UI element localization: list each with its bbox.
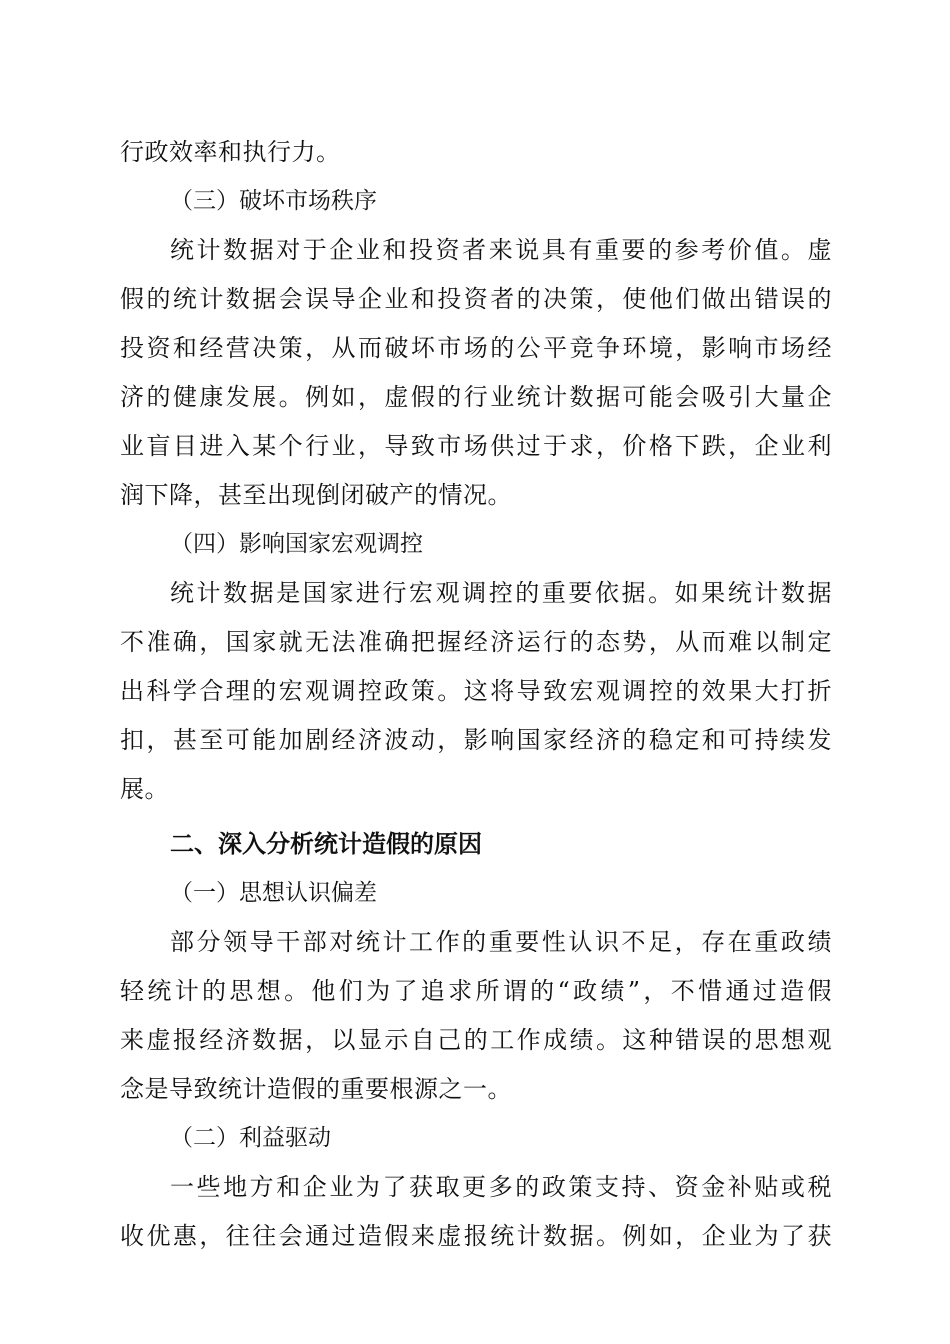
paragraph-line: 扣，甚至可能加剧经济波动，影响国家经济的稳定和可持续发	[120, 726, 832, 754]
paragraph-line: 轻统计的思想。他们为了追求所谓的“政绩”，不惜通过造假	[120, 977, 832, 1005]
paragraph-line: 统计数据对于企业和投资者来说具有重要的参考价值。虚	[170, 236, 832, 264]
document-body	[120, 128, 832, 1261]
paragraph-line: 部分领导干部对统计工作的重要性认识不足，存在重政绩	[170, 928, 832, 956]
paragraph-line: 业盲目进入某个行业，导致市场供过于求，价格下跌，企业利	[120, 432, 832, 460]
paragraph-line: 统计数据是国家进行宏观调控的重要依据。如果统计数据	[170, 579, 832, 607]
paragraph-line: 投资和经营决策，从而破坏市场的公平竞争环境，影响市场经	[120, 334, 832, 362]
paragraph-line: 展。	[120, 775, 169, 803]
subsection-heading-1: （一）思想认识偏差	[170, 880, 377, 906]
section-heading-3: （三）破坏市场秩序	[170, 188, 377, 214]
subsection-heading-2: （二）利益驱动	[170, 1125, 331, 1151]
paragraph-line: 行政效率和执行力。	[120, 138, 341, 166]
paragraph-line: 出科学合理的宏观调控政策。这将导致宏观调控的效果大打折	[120, 677, 832, 705]
paragraph-line: 来虚报经济数据，以显示自己的工作成绩。这种错误的思想观	[120, 1026, 832, 1054]
paragraph-line: 收优惠，往往会通过造假来虚报统计数据。例如，企业为了获	[120, 1222, 832, 1250]
part-heading-2: 二、深入分析统计造假的原因	[170, 830, 482, 858]
paragraph-line: 济的健康发展。例如，虚假的行业统计数据可能会吸引大量企	[120, 383, 832, 411]
paragraph-line: 润下降，甚至出现倒闭破产的情况。	[120, 481, 512, 509]
paragraph-line: 不准确，国家就无法准确把握经济运行的态势，从而难以制定	[120, 628, 832, 656]
paragraph-line: 假的统计数据会误导企业和投资者的决策，使他们做出错误的	[120, 285, 832, 313]
section-heading-4: （四）影响国家宏观调控	[170, 531, 423, 557]
paragraph-line: 一些地方和企业为了获取更多的政策支持、资金补贴或税	[170, 1173, 832, 1201]
paragraph-line: 念是导致统计造假的重要根源之一。	[120, 1075, 512, 1103]
